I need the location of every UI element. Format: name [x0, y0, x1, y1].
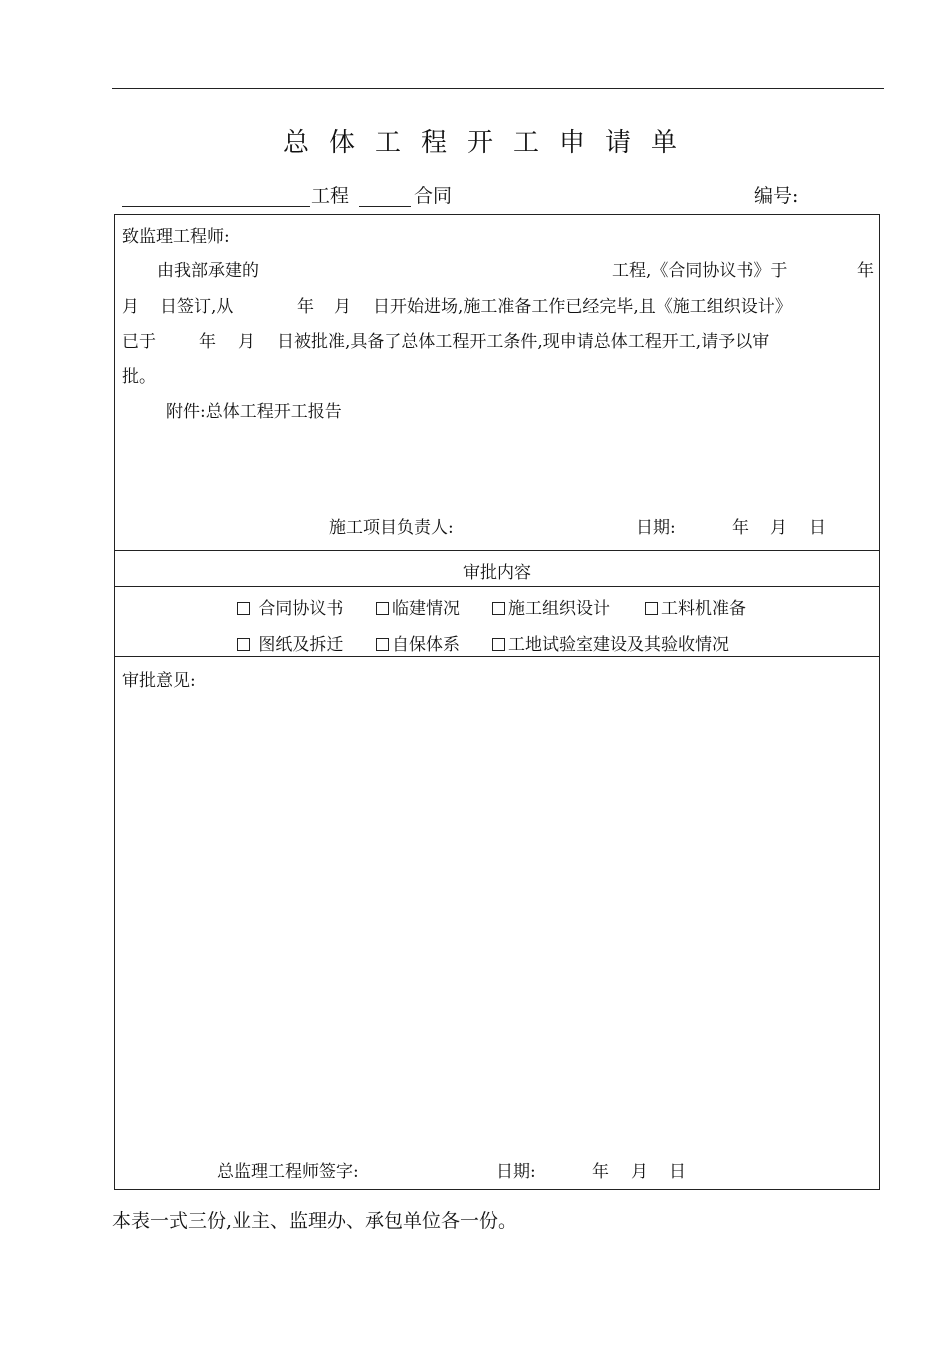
page-title: 总体工程开工申请单 — [282, 128, 697, 158]
checkbox-label: 图纸及拆迁 — [258, 635, 344, 655]
project-name-blank[interactable] — [122, 184, 310, 207]
signer-label: 施工项目负责人: — [329, 518, 454, 538]
number-label: 编号: — [754, 185, 799, 207]
body-text: 日被批准,具备了总体工程开工条件,现申请总体工程开工,请予以审 — [277, 332, 770, 352]
body-text: 年 — [297, 297, 314, 317]
body-text: 工程,《合同协议书》于 — [612, 261, 788, 281]
body-text: 年 — [857, 261, 874, 281]
checkbox-item[interactable] — [492, 634, 729, 656]
divider — [115, 550, 879, 551]
top-rule — [112, 88, 884, 89]
date-label: 日期: — [636, 518, 676, 538]
checkbox-icon[interactable] — [376, 602, 389, 615]
checkbox-icon[interactable] — [237, 638, 250, 651]
checkbox-icon[interactable] — [237, 602, 250, 615]
review-contents-header: 审批内容 — [463, 563, 531, 583]
opinion-date-day: 日 — [669, 1162, 686, 1182]
checkbox-item[interactable] — [376, 598, 460, 620]
attachment-note: 附件:总体工程开工报告 — [166, 402, 342, 422]
body-text: 月 — [334, 297, 351, 317]
body-text: 月 — [122, 297, 139, 317]
date-year: 年 — [732, 518, 749, 538]
opinion-input-area[interactable] — [121, 697, 873, 1147]
body-text: 年 — [199, 332, 216, 352]
salutation: 致监理工程师: — [122, 227, 230, 247]
date-day: 日 — [809, 518, 826, 538]
body-text: 日签订,从 — [160, 297, 234, 317]
project-suffix: 工程 — [311, 185, 350, 207]
body-text: 日开始进场,施工准备工作已经完毕,且《施工组织设计》 — [373, 297, 792, 317]
checkbox-icon[interactable] — [492, 602, 505, 615]
checkbox-label: 施工组织设计 — [508, 599, 610, 619]
divider — [115, 586, 879, 587]
checkbox-icon[interactable] — [492, 638, 505, 651]
opinion-label: 审批意见: — [122, 671, 196, 691]
checkbox-label: 工地试验室建设及其验收情况 — [508, 635, 729, 655]
checkbox-icon[interactable] — [376, 638, 389, 651]
checkbox-item[interactable] — [376, 634, 460, 656]
checkbox-label: 合同协议书 — [258, 599, 344, 619]
checkbox-icon[interactable] — [645, 602, 658, 615]
opinion-date-year: 年 — [592, 1162, 609, 1182]
body-text: 由我部承建的 — [157, 261, 259, 281]
checkbox-item[interactable] — [237, 598, 343, 620]
checkbox-item[interactable] — [492, 598, 610, 620]
body-text: 批。 — [122, 367, 156, 387]
chief-supervisor-signature-label: 总监理工程师签字: — [217, 1162, 359, 1182]
checkbox-label: 临建情况 — [392, 599, 460, 619]
opinion-date-month: 月 — [631, 1162, 648, 1182]
date-month: 月 — [770, 518, 787, 538]
footer-note: 本表一式三份,业主、监理办、承包单位各一份。 — [112, 1210, 518, 1232]
application-form — [114, 214, 880, 1190]
divider — [115, 656, 879, 657]
opinion-date-label: 日期: — [496, 1162, 536, 1182]
body-text: 月 — [238, 332, 255, 352]
checkbox-item[interactable] — [645, 598, 746, 620]
checkbox-label: 自保体系 — [392, 635, 460, 655]
checkbox-label: 工料机准备 — [661, 599, 746, 619]
contract-name-blank[interactable] — [359, 184, 411, 207]
contract-suffix: 合同 — [414, 185, 453, 207]
body-text: 已于 — [122, 332, 156, 352]
checkbox-item[interactable] — [237, 634, 343, 656]
